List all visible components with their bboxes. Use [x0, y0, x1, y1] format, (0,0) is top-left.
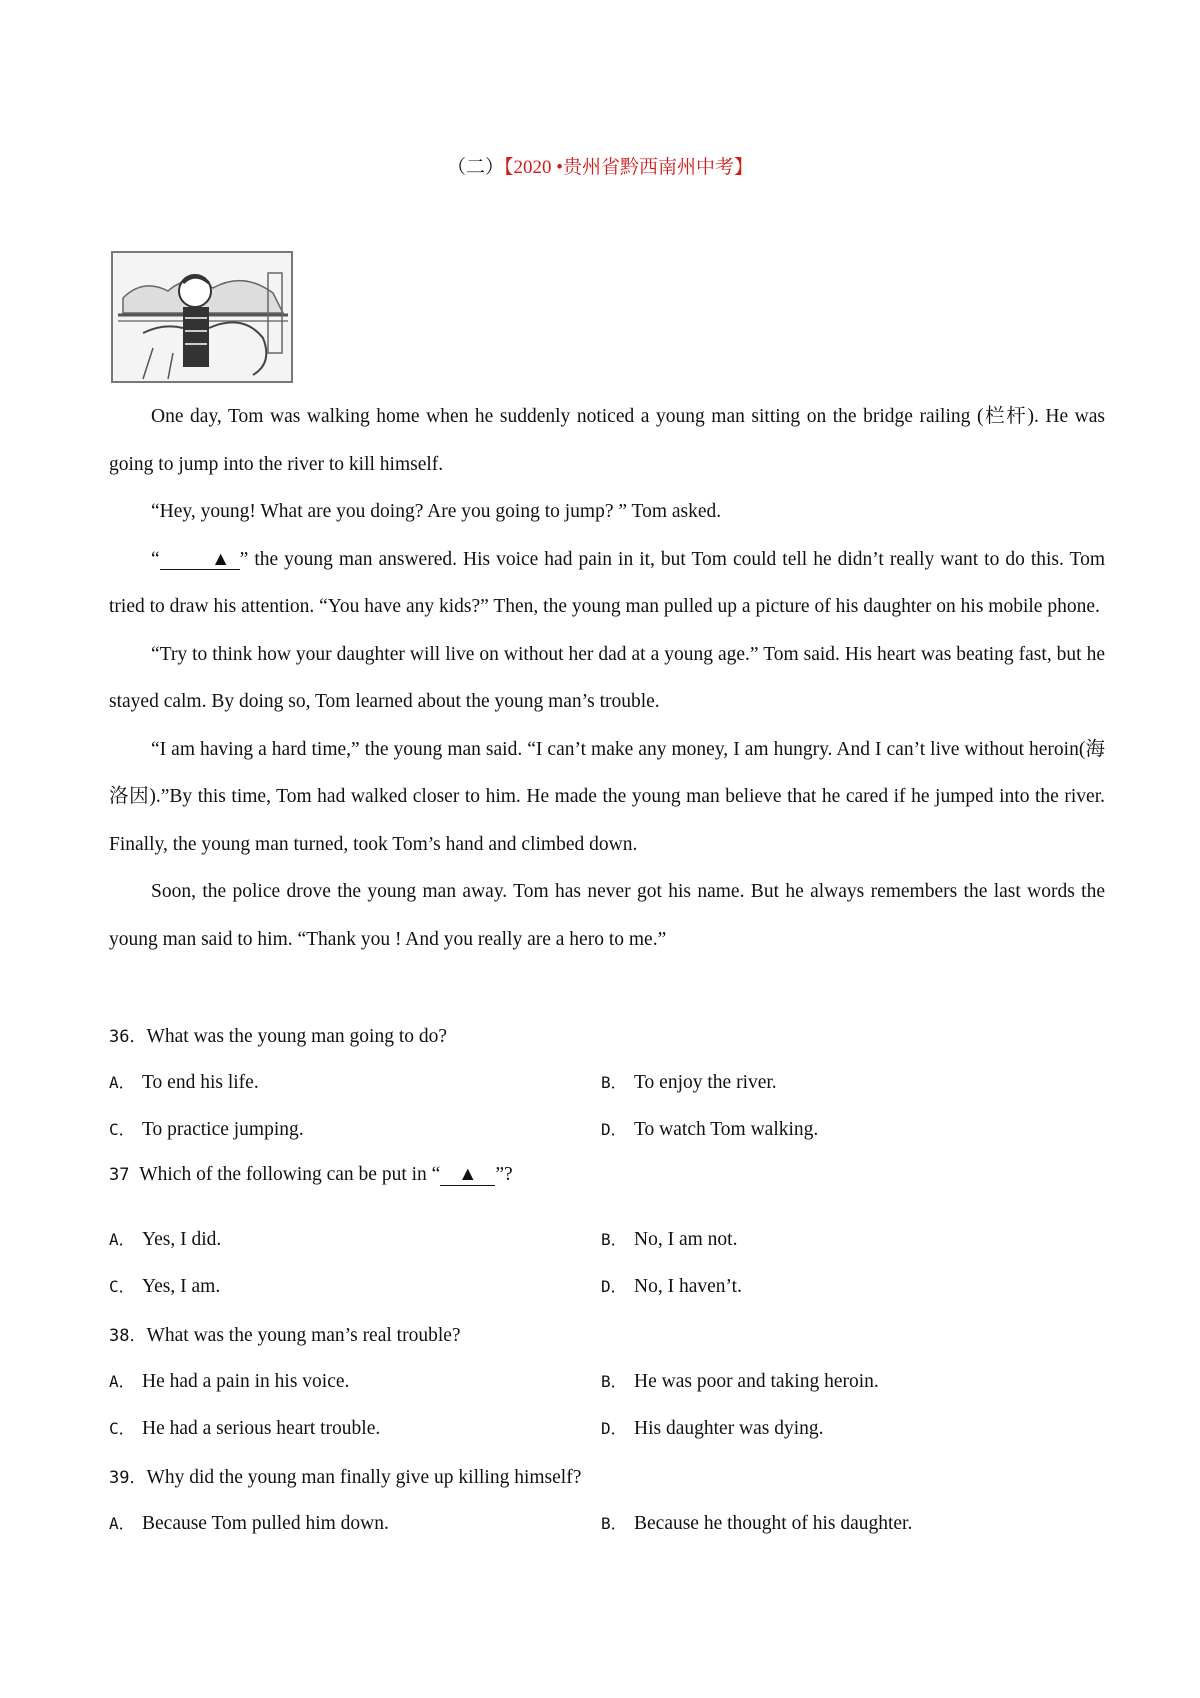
paragraph-5: “I am having a hard time,” the young man said. “I can’t make any money, I am hungry. And I can’t live without heroin(海洛因).”By this time, Tom had walked closer to him. He made the young man believe that he cared if he jumped into the river. Finally, the young man turned, took Tom’s hand and climbed down.: [109, 738, 1105, 855]
paragraph-2: “Hey, young! What are you doing? Are you going to jump? ” Tom asked.: [151, 501, 722, 522]
option-39-a[interactable]: A． Because Tom pulled him down.: [109, 1513, 389, 1534]
question-37: [109, 1164, 513, 1186]
question-number: 39．: [109, 1468, 147, 1488]
option-38-d[interactable]: D． His daughter was dying.: [601, 1418, 824, 1439]
question-text: What was the young man going to do?: [146, 1026, 448, 1047]
option-37-b[interactable]: B． No, I am not.: [601, 1229, 738, 1250]
paragraph-6: Soon, the police drove the young man away. Tom has never got his name. But he always remembers the last words the young man said to him. “Thank you ! And you really are a hero to me.”: [109, 881, 1105, 950]
option-37-a[interactable]: A． Yes, I did.: [109, 1229, 222, 1250]
reading-passage: [109, 393, 1105, 963]
option-38-b[interactable]: B． He was poor and taking heroin.: [601, 1371, 879, 1392]
paragraph-4: “Try to think how your daughter will live on without her dad at a young age.” Tom said. His heart was beating fast, but he stayed calm. By doing so, Tom learned about the young man’s trouble.: [109, 643, 1105, 712]
question-text-post: ”?: [495, 1164, 513, 1185]
question-number: 36．: [109, 1027, 147, 1047]
option-36-d[interactable]: D． To watch Tom walking.: [601, 1119, 819, 1140]
option-36-c[interactable]: C． To practice jumping.: [109, 1119, 304, 1140]
option-36-a[interactable]: A． To end his life.: [109, 1072, 259, 1093]
paragraph-3-text: ” the young man answered. His voice had pain in it, but Tom could tell he didn’t really want to do this. Tom tried to draw his attention. “You have any kids?” Then, the young man pulled up a picture of his daughter on his mobile phone.: [109, 548, 1105, 617]
question-text: Why did the young man finally give up killing himself?: [146, 1467, 582, 1488]
option-37-d[interactable]: D． No, I haven’t.: [601, 1276, 742, 1297]
paragraph-3: [109, 536, 1105, 631]
open-quote: “: [151, 548, 160, 570]
paragraph-1: One day, Tom was walking home when he suddenly noticed a young man sitting on the bridge railing (栏杆). He was going to jump into the river to kill himself.: [109, 406, 1105, 475]
answer-blank: ▲: [160, 550, 240, 571]
title-source: 【2020 •贵州省黔西南州中考】: [504, 157, 753, 178]
question-number: 37: [109, 1165, 130, 1185]
option-38-a[interactable]: A． He had a pain in his voice.: [109, 1371, 350, 1392]
option-36-b[interactable]: B． To enjoy the river.: [601, 1072, 777, 1093]
option-38-c[interactable]: C． He had a serious heart trouble.: [109, 1418, 381, 1439]
question-number: 38．: [109, 1326, 147, 1346]
question-39: [109, 1463, 581, 1489]
illustration-image: [111, 251, 293, 383]
man-on-bridge-sketch: [113, 253, 291, 381]
option-37-c[interactable]: C． Yes, I am.: [109, 1276, 221, 1297]
option-39-b[interactable]: B． Because he thought of his daughter.: [601, 1513, 913, 1534]
question-38: [109, 1321, 461, 1347]
question-text-pre: Which of the following can be put in “: [139, 1164, 441, 1185]
source-title: [0, 152, 1200, 179]
title-prefix: （二）: [447, 157, 505, 178]
answer-blank: ▲: [440, 1165, 495, 1186]
question-text: What was the young man’s real trouble?: [146, 1325, 461, 1346]
question-36: [109, 1022, 447, 1048]
